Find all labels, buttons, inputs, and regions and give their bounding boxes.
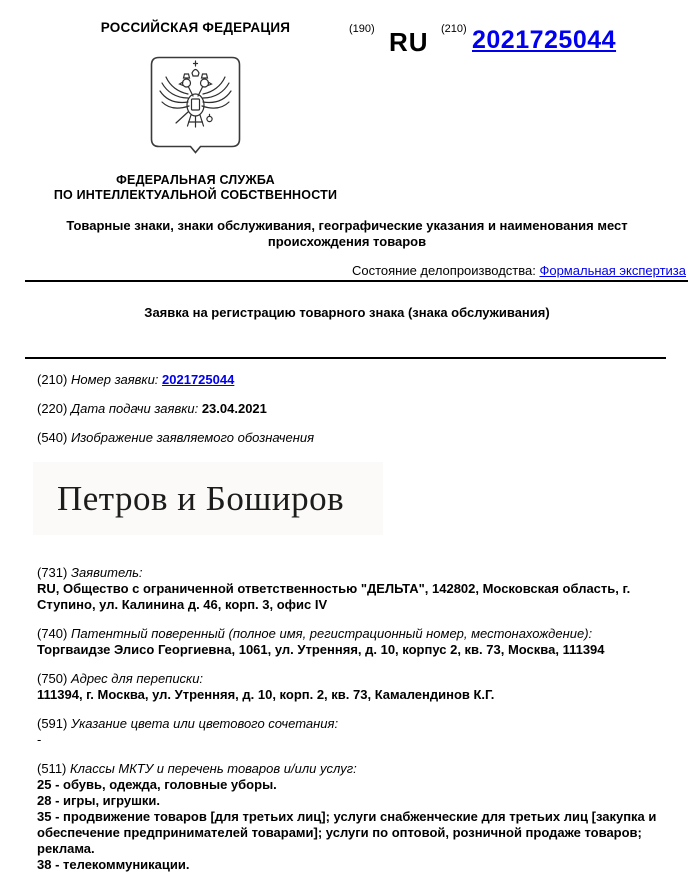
goods-class-item: 25 - обувь, одежда, головные уборы. [37,777,277,792]
applicant-value: RU, Общество с ограниченной ответственностью "ДЕЛЬТА", 142802, Московская область, г. Ступино, ул. Калинина д. 46, корп. 3, офис IV [37,581,631,612]
trademark-text: Петров и Боширов [57,478,345,518]
goods-class-item: 38 - телекоммуникации. [37,857,190,872]
inid-code: (210) [37,372,71,387]
fields-section [0,372,694,873]
field-740 [37,626,660,658]
status-link[interactable]: Формальная экспертиза [539,263,686,278]
field-220 [37,401,660,417]
status-line [0,263,686,278]
divider-title [25,357,666,359]
field-731 [37,565,660,613]
agency-name [28,173,363,203]
field-label-row [37,671,660,687]
inid-code: (731) [37,565,71,580]
agency-name-line1: ФЕДЕРАЛЬНАЯ СЛУЖБА [116,173,275,187]
trademark-image [33,462,383,535]
field-label: Классы МКТУ и перечень товаров и/или услуг: [70,761,357,776]
agency-name-line2: ПО ИНТЕЛЛЕКТУАЛЬНОЙ СОБСТВЕННОСТИ [53,188,338,202]
goods-class-item: 35 - продвижение товаров [для третьих лиц]; услуги снабженческие для третьих лиц [закупка и обеспечение предпринимателей товарами]; услуги по оптовой, розничной продаже товаров; реклама. [37,809,657,856]
field-label: Номер заявки: [70,372,163,387]
page-title: Заявка на регистрацию товарного знака (знака обслуживания) [144,305,550,320]
status-label: Состояние делопроизводства: [351,263,540,278]
field-label-row [37,761,660,777]
inid-code: (511) [37,761,70,776]
goods-class-item: 28 - игры, игрушки. [37,793,161,808]
inid-code: (750) [37,671,71,686]
inid-code: (740) [37,626,71,641]
field-label-row [37,626,660,642]
inid-code: (540) [37,430,71,445]
divider-top [25,280,688,282]
field-label: Патентный поверенный (полное имя, регистрационный номер, местонахождение): [70,626,593,641]
field-591 [37,716,660,748]
inid-code: (591) [37,716,71,731]
country-title: РОССИЙСКАЯ ФЕДЕРАЦИЯ [100,20,291,35]
field-label-row [37,565,660,581]
inid-code: (220) [37,401,71,416]
field-label: Дата подачи заявки: [70,401,202,416]
field-540 [37,430,660,446]
field-label-row [37,716,660,732]
field-210 [37,372,660,388]
correspondence-address-value: 111394, г. Москва, ул. Утренняя, д. 10, корп. 2, кв. 73, Камалендинов К.Г. [37,687,495,702]
goods-classes-list [37,777,660,873]
patent-attorney-value: Торгваидзе Элисо Георгиевна, 1061, ул. Утренняя, д. 10, корпус 2, кв. 73, Москва, 111394 [37,642,605,657]
country-code: RU [389,27,429,57]
document-category: Товарные знаки, знаки обслуживания, географические указания и наименования мест происхождения товаров [66,218,628,249]
header-left-column [28,20,363,203]
inid-code-190: (190) [349,23,375,35]
coat-of-arms-icon [150,56,241,155]
application-number-field-link[interactable]: 2021725044 [162,372,235,387]
color-indication-value: - [37,732,42,747]
field-750 [37,671,660,703]
field-label: Указание цвета или цветового сочетания: [70,716,339,731]
field-label: Заявитель: [70,565,143,580]
field-label: Изображение заявляемого обозначения [70,430,315,445]
inid-code-210: (210) [441,23,467,35]
field-label: Адрес для переписки: [70,671,204,686]
document-header [0,0,694,212]
field-511 [37,761,660,873]
filing-date-value: 23.04.2021 [201,401,267,416]
application-number-link[interactable]: 2021725044 [472,26,617,54]
